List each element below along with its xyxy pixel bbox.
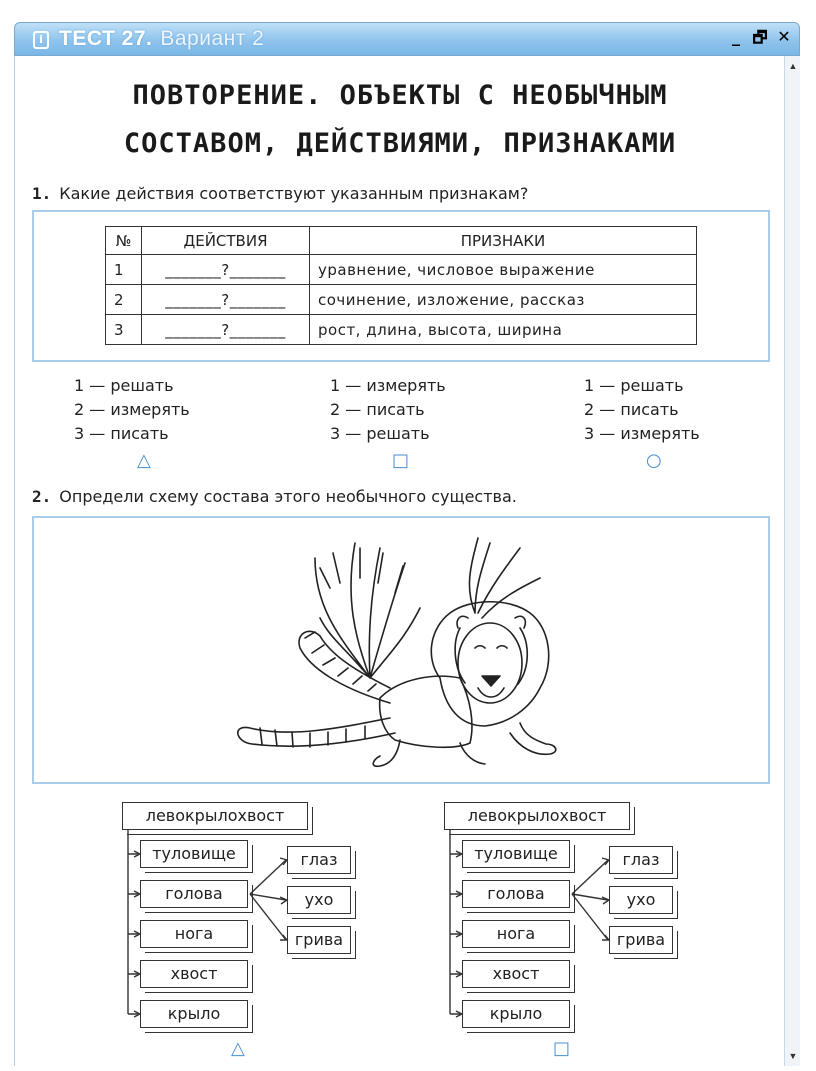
root-box: левокрылохвост (444, 802, 630, 830)
circle-icon[interactable]: ○ (646, 450, 662, 471)
question-1-text: Какие действия соответствуют указанным признакам? (59, 184, 529, 203)
row-number: 2 (106, 285, 142, 315)
vertical-scrollbar[interactable] (784, 56, 800, 1066)
square-icon[interactable]: □ (553, 1038, 571, 1059)
window-titlebar (14, 22, 800, 56)
head-part-box: грива (287, 926, 351, 954)
question-1-label (32, 184, 528, 203)
head-part-box: ухо (609, 886, 673, 914)
question-2-number: 2. (32, 487, 52, 506)
attributes-cell: сочинение, изложение, рассказ (310, 285, 697, 315)
table-row (106, 285, 697, 315)
head-part-box: грива (609, 926, 673, 954)
winged-lion-tiger-illustration (220, 528, 580, 778)
page-title-line-2: СОСТАВОМ, ДЕЙСТВИЯМИ, ПРИЗНАКАМИ (123, 128, 677, 159)
diagram-1-connectors (110, 820, 300, 1020)
action-blank: _______?_______ (142, 315, 310, 345)
triangle-icon[interactable]: △ (137, 450, 151, 471)
minimize-button[interactable]: _ (732, 27, 740, 46)
root-box: левокрылохвост (122, 802, 308, 830)
action-blank: _______?_______ (142, 285, 310, 315)
close-button[interactable]: ✕ (777, 27, 791, 46)
question-1-number: 1. (32, 184, 52, 203)
part-box: хвост (140, 960, 248, 988)
scroll-down-icon[interactable]: ▼ (788, 1051, 798, 1061)
option-line: 1 — решать (74, 376, 174, 395)
part-box: крыло (462, 1000, 570, 1028)
option-line: 1 — решать (584, 376, 684, 395)
part-box: туловище (462, 840, 570, 868)
row-number: 1 (106, 255, 142, 285)
restore-button[interactable]: 🗗 (752, 28, 768, 47)
attributes-cell: рост, длина, высота, ширина (310, 315, 697, 345)
part-box: нога (462, 920, 570, 948)
option-line: 2 — писать (330, 400, 425, 419)
page-title-line-1: ПОВТОРЕНИЕ. ОБЪЕКТЫ С НЕОБЫЧНЫМ (132, 80, 668, 111)
col-actions-header: ДЕЙСТВИЯ (142, 227, 310, 255)
table-row (106, 315, 697, 345)
part-box: нога (140, 920, 248, 948)
scroll-up-icon[interactable]: ▲ (788, 61, 798, 71)
col-number-header: № (106, 227, 142, 255)
part-box: хвост (462, 960, 570, 988)
attributes-cell: уравнение, числовое выражение (310, 255, 697, 285)
option-line: 1 — измерять (330, 376, 446, 395)
part-box: туловище (140, 840, 248, 868)
option-line: 3 — писать (74, 424, 169, 443)
answer-option-triangle[interactable] (74, 374, 190, 446)
answer-option-circle[interactable] (584, 374, 700, 446)
option-line: 2 — писать (584, 400, 679, 419)
test-number: ТЕСТ 27. (59, 27, 153, 50)
head-part-box: глаз (609, 846, 673, 874)
triangle-icon[interactable]: △ (231, 1038, 245, 1059)
table-header-row (106, 227, 697, 255)
window-controls (725, 27, 795, 49)
question-2-label (32, 487, 517, 506)
part-box: крыло (140, 1000, 248, 1028)
part-box: голова (140, 880, 248, 908)
head-part-box: ухо (287, 886, 351, 914)
table-row (106, 255, 697, 285)
question-2-text: Определи схему состава этого необычного существа. (59, 487, 517, 506)
actions-table (105, 226, 697, 345)
part-box: голова (462, 880, 570, 908)
option-line: 3 — измерять (584, 424, 700, 443)
diagram-2-connectors (432, 820, 622, 1020)
action-blank: _______?_______ (142, 255, 310, 285)
info-icon: i (33, 31, 49, 49)
window-title (59, 27, 264, 51)
option-line: 3 — решать (330, 424, 430, 443)
col-attributes-header: ПРИЗНАКИ (310, 227, 697, 255)
head-part-box: глаз (287, 846, 351, 874)
variant-label: Вариант 2 (160, 27, 265, 50)
row-number: 3 (106, 315, 142, 345)
option-line: 2 — измерять (74, 400, 190, 419)
answer-option-square[interactable] (330, 374, 446, 446)
square-icon[interactable]: □ (392, 450, 410, 471)
